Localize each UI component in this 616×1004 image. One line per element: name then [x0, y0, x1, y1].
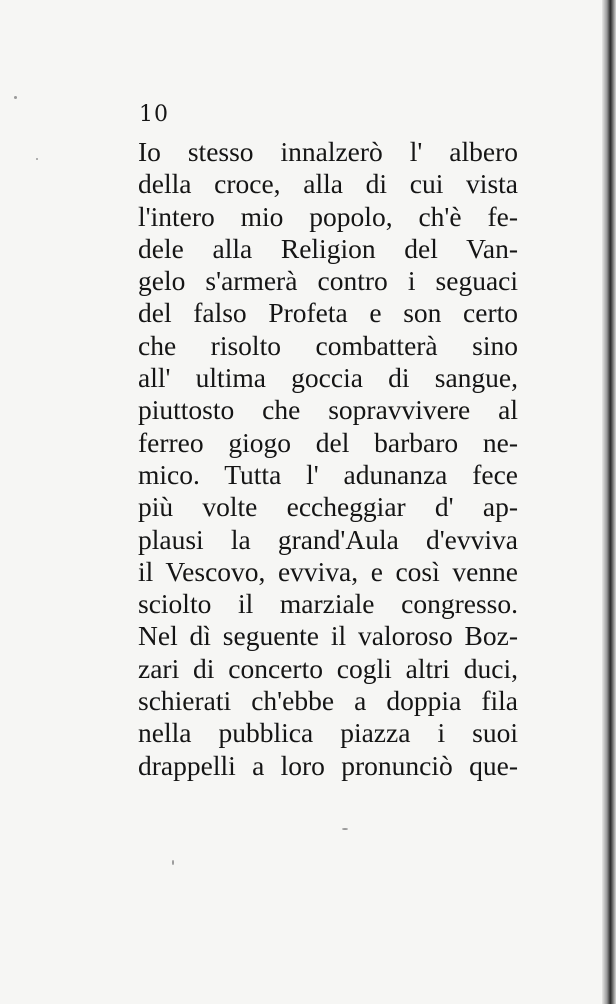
text-line: piuttosto che sopravvivere al — [138, 394, 518, 426]
page-number: 10 — [139, 102, 169, 127]
text-line: zari di concerto cogli altri duci, — [138, 652, 518, 684]
text-line: dele alla Religion del Van- — [138, 232, 518, 264]
page-edge-shadow — [602, 0, 616, 1004]
text-line: Io stesso innalzerò l' albero — [138, 136, 518, 167]
text-line: della croce, alla di cui vista — [138, 168, 518, 200]
text-line: che risolto combatterà sino — [138, 329, 518, 361]
paper-speck — [36, 158, 38, 160]
text-line: ferreo giogo del barbaro ne- — [138, 426, 518, 458]
text-line: schierati ch'ebbe a doppia fila — [138, 685, 518, 717]
text-line: il Vescovo, evviva, e così venne — [138, 555, 518, 587]
text-line: più volte eccheggiar d' ap- — [138, 491, 518, 523]
text-line: all' ultima goccia di sangue, — [138, 362, 518, 394]
paper-speck — [172, 860, 174, 865]
text-line: l'intero mio popolo, ch'è fe- — [138, 200, 518, 232]
text-line: gelo s'armerà contro i seguaci — [138, 265, 518, 297]
text-line: nella pubblica piazza i suoi — [138, 717, 518, 749]
text-line: drappelli a loro pronunciò que- — [138, 749, 518, 781]
paper-speck — [342, 828, 348, 830]
paper-speck — [14, 96, 17, 99]
body-text — [138, 136, 518, 782]
text-line: sciolto il marziale congresso. — [138, 588, 518, 620]
text-line: mico. Tutta l' adunanza fece — [138, 458, 518, 490]
text-line: del falso Profeta e son certo — [138, 297, 518, 329]
text-line: plausi la grand'Aula d'evviva — [138, 523, 518, 555]
text-line: Nel dì seguente il valoroso Boz- — [138, 620, 518, 652]
